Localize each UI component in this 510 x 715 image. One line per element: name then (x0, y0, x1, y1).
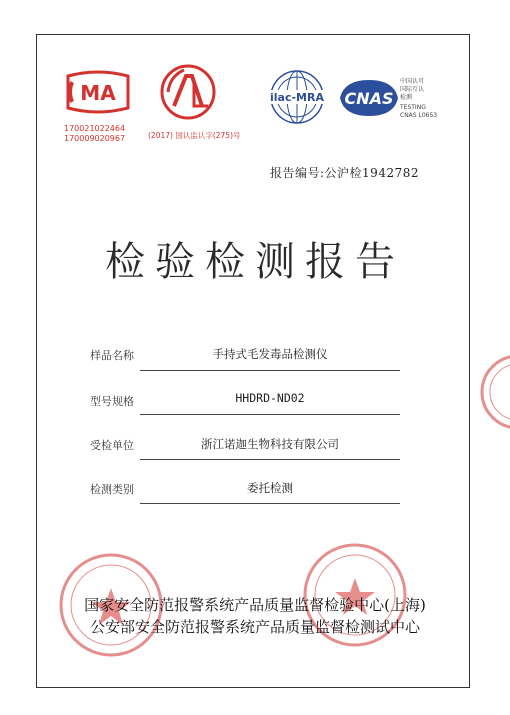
field-underline (140, 459, 400, 460)
cma-number-2: 170009020967 (64, 134, 126, 143)
field-label-category: 检测类别 (90, 483, 134, 496)
field-label-unit: 受检单位 (90, 439, 134, 452)
cnas-caption-3: 检测 (400, 94, 413, 101)
cma-logo-icon (62, 70, 134, 114)
field-underline (140, 414, 400, 415)
svg-text:MA: MA (80, 81, 116, 105)
issuer-line-2: 公安部安全防范报警系统产品质量监督检测试中心 (89, 618, 420, 636)
field-value-category: 委托检测 (247, 481, 293, 495)
field-underline (140, 503, 400, 504)
cnas-logo-icon (336, 76, 402, 120)
official-seal-icon (478, 352, 510, 432)
field-label-sample-name: 样品名称 (90, 349, 134, 362)
field-value-sample-name: 手持式毛发毒品检测仪 (212, 347, 328, 361)
cnas-caption-2: 国际互认 (400, 86, 425, 93)
cma-number-1: 170021022464 (64, 124, 126, 133)
field-underline (140, 370, 400, 371)
cnas-caption-4: TESTING (400, 104, 426, 111)
svg-text:ilac-MRA: ilac-MRA (270, 91, 324, 104)
field-label-model: 型号规格 (90, 395, 134, 408)
cal-approval-text: (2017) 国认监认字(275)号 (148, 131, 241, 140)
cal-logo-icon (158, 62, 218, 122)
issuer-line-1: 国家安全防范报警系统产品质量监督检验中心(上海) (84, 596, 426, 614)
cnas-caption-1: 中国认可 (400, 78, 425, 85)
field-value-unit: 浙江诺迦生物科技有限公司 (201, 437, 339, 451)
cnas-caption-5: CNAS L0653 (400, 112, 438, 119)
ilac-mra-logo-icon (262, 68, 332, 126)
report-number: 报告编号:公沪检1942782 (270, 166, 419, 180)
svg-text:CNAS: CNAS (344, 89, 394, 108)
page-title: 检验检测报告 (105, 239, 405, 285)
field-value-model: HHDRD-ND02 (235, 391, 305, 405)
